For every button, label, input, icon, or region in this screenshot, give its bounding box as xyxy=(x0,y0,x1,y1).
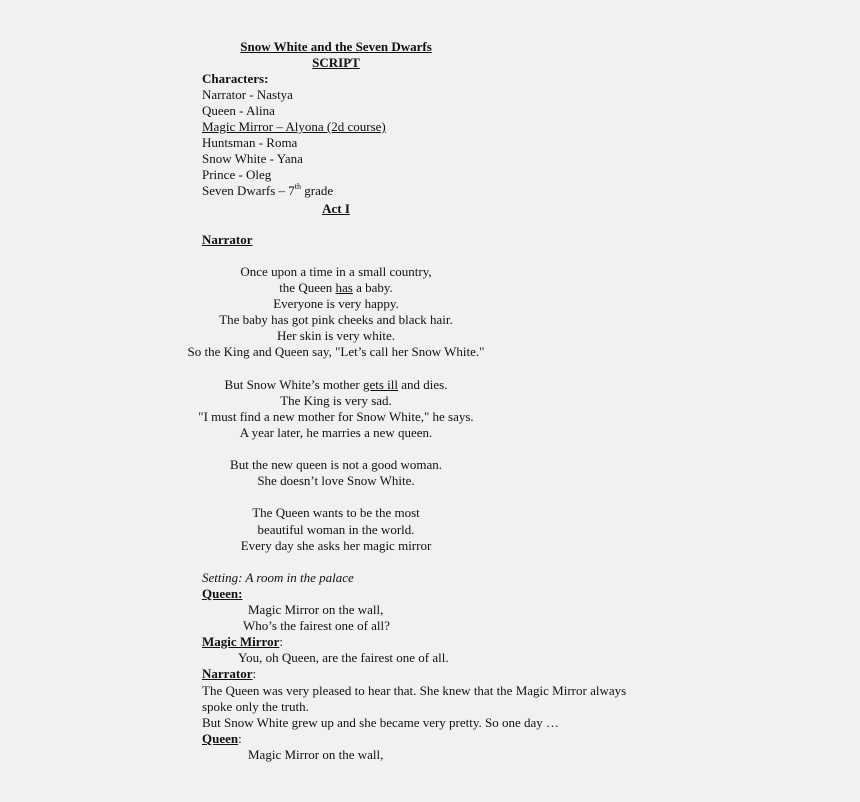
queen-speaker-2 xyxy=(202,731,242,747)
stanza2-line4: A year later, he marries a new queen. xyxy=(239,425,433,440)
character-queen: Queen - Alina xyxy=(202,103,275,118)
stanza1-line2-underlined: has xyxy=(335,280,353,295)
stanza2-line2: The King is very sad. xyxy=(280,393,392,408)
dwarfs-superscript: th xyxy=(294,182,302,191)
stanza4-line3: Every day she asks her magic mirror xyxy=(240,538,432,553)
narrator-line-1: The Queen was very pleased to hear that. She knew that the Magic Mirror always xyxy=(202,683,627,698)
setting-line: Setting: A room in the palace xyxy=(202,570,354,585)
character-prince: Prince - Oleg xyxy=(202,167,272,182)
character-huntsman: Huntsman - Roma xyxy=(202,135,298,150)
narrator-line-2: spoke only the truth. xyxy=(202,699,309,714)
character-magic-mirror: Magic Mirror – Alyona (2d course) xyxy=(202,119,386,134)
narrator-speaker xyxy=(202,666,256,682)
character-snow-white: Snow White - Yana xyxy=(202,151,303,166)
stanza1-line3: Everyone is very happy. xyxy=(273,296,399,311)
queen-speaker-1: Queen: xyxy=(202,586,243,601)
stanza4-line1: The Queen wants to be the most xyxy=(252,505,420,520)
stanza1-line2 xyxy=(0,280,672,296)
act-heading xyxy=(0,201,672,217)
stanza1-line4: The baby has got pink cheeks and black hair. xyxy=(219,312,453,327)
stanza3-line2: She doesn’t love Snow White. xyxy=(257,473,415,488)
queen-line-3: Magic Mirror on the wall, xyxy=(248,747,384,762)
queen-speaker-2-colon: : xyxy=(238,731,242,746)
character-seven-dwarfs xyxy=(202,183,333,199)
mirror-line-1: You, oh Queen, are the fairest one of all. xyxy=(238,650,449,665)
stanza1-line2-start: the Queen xyxy=(279,280,336,295)
queen-speaker-2-name: Queen xyxy=(202,731,239,746)
stanza1-line1: Once upon a time in a small country, xyxy=(240,264,432,279)
mirror-speaker xyxy=(202,634,283,650)
dwarfs-grade: grade xyxy=(301,183,334,198)
mirror-speaker-name: Magic Mirror xyxy=(202,634,280,649)
stanza2-line1 xyxy=(0,377,672,393)
narrator-heading: Narrator xyxy=(202,232,253,247)
act-text: Act I xyxy=(322,201,350,216)
stanza3-line1: But the new queen is not a good woman. xyxy=(230,457,442,472)
stanza2-line1-end: and dies. xyxy=(398,377,448,392)
character-narrator: Narrator - Nastya xyxy=(202,87,293,102)
document-title xyxy=(0,39,672,55)
queen-line-1: Magic Mirror on the wall, xyxy=(248,602,384,617)
narrator-speaker-colon: : xyxy=(252,666,257,681)
stanza2-line3: "I must find a new mother for Snow White," he says. xyxy=(198,409,474,424)
queen-line-2: Who’s the fairest one of all? xyxy=(243,618,390,633)
stanza4-line2: beautiful woman in the world. xyxy=(257,522,415,537)
stanza1-line6: So the King and Queen say, "Let’s call her Snow White." xyxy=(187,344,485,359)
stanza1-line5: Her skin is very white. xyxy=(276,328,396,343)
title-text: Snow White and the Seven Dwarfs xyxy=(240,39,432,54)
narrator-speaker-name: Narrator xyxy=(202,666,253,681)
document-subtitle xyxy=(0,55,672,71)
characters-heading: Characters: xyxy=(202,71,269,86)
dwarfs-text: Seven Dwarfs – 7 xyxy=(202,183,295,198)
subtitle-text: SCRIPT xyxy=(312,55,360,70)
mirror-speaker-colon: : xyxy=(279,634,283,649)
stanza1-line2-end: a baby. xyxy=(352,280,393,295)
narrator-line-3: But Snow White grew up and she became very pretty. So one day … xyxy=(202,715,560,730)
stanza2-line1-underlined: gets ill xyxy=(362,377,398,392)
stanza2-line1-start: But Snow White’s mother xyxy=(224,377,363,392)
